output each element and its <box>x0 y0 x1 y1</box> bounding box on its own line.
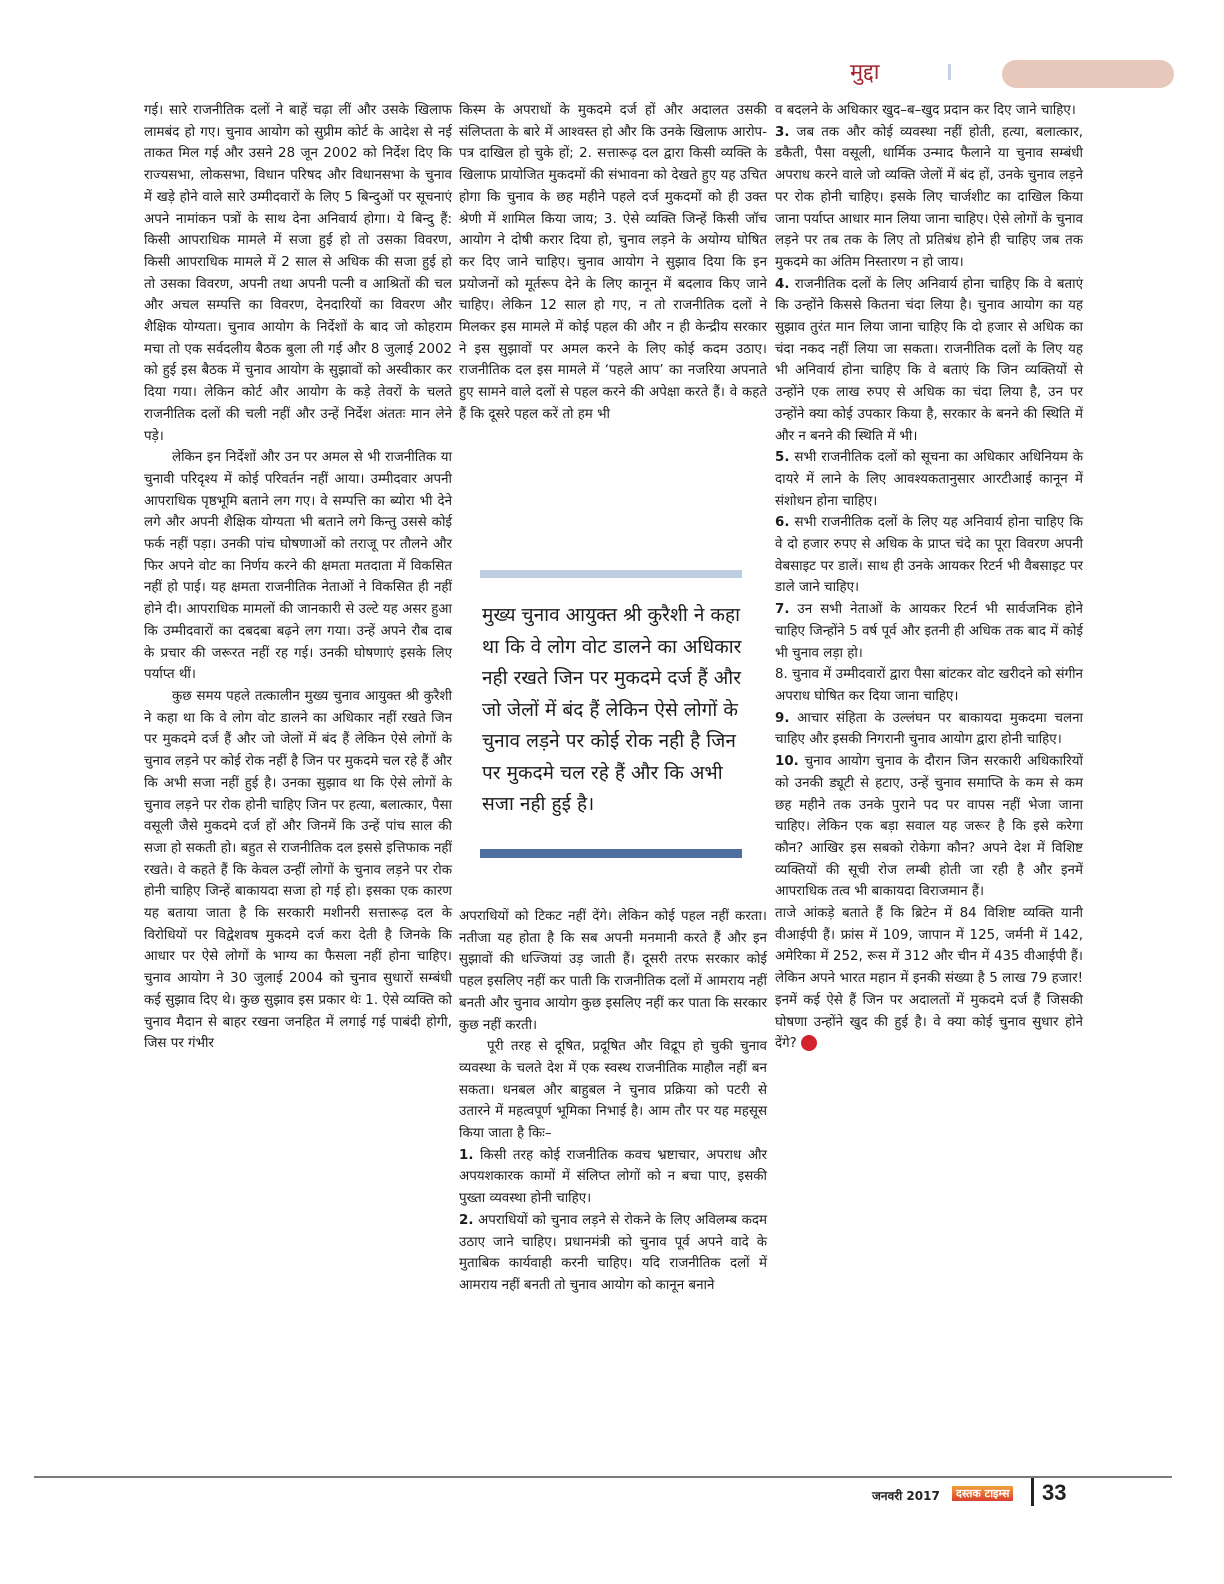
point-number: 9. <box>775 710 790 726</box>
header-decorative-pill <box>1002 60 1174 88</box>
point-text: राजनीतिक दलों के लिए अनिवार्य होना चाहिए कि वे बताएं कि उन्होंने किससे कितना चंदा लिया है। चुनाव आयोग का यह सुझाव तुरंत मान लिया जाना चाहिए कि दो हजार से अधिक का चंदा नकद नहीं लिया जा सकता। राजनीतिक दलों के लिए यह भी अनिवार्य होना चाहिए कि वे बताएं कि जिन व्यक्तियों से उन्होंने एक लाख रुपए से अधिक का चंदा लिया है, उन पर उन्होंने क्या कोई उपकार किया है, सरकार के बनने की स्थिति में और न बनने की स्थिति में भी। <box>775 276 1083 444</box>
point-text: अपराधियों को चुनाव लड़ने से रोकने के लिए अविलम्ब कदम उठाए जाने चाहिए। प्रधानमंत्री को चुनाव पूर्व अपने वादे के मुताबिक कार्यवाही करनी चाहिए। यदि राजनीतिक दलों में आमराय नहीं बनती तो चुनाव आयोग को कानून बनाने <box>459 1212 767 1293</box>
list-item <box>775 512 1083 599</box>
point-text: चुनाव में उम्मीदवारों द्वारा पैसा बांटकर वोट खरीदने को संगीन अपराध घोषित कर दिया जाना चाहिए। <box>775 667 1083 704</box>
point-number: 8. <box>775 667 788 683</box>
point-number: 4. <box>775 276 790 292</box>
paragraph: लेकिन इन निर्देशों और उन पर अमल से भी राजनीतिक या चुनावी परिदृश्य में कोई परिवर्तन नहीं आया। उम्मीदवार अपनी आपराधिक पृष्ठभूमि बताने लग गए। वे सम्पत्ति का ब्योरा भी देने लगे और अपनी शैक्षिक योग्यता भी बताने लगे किन्तु उससे कोई फर्क नहीं पड़ा। उनकी पांच घोषणाओं को तराजू पर तौलने और फिर अपने वोट का निर्णय करने की क्षमता मतदाता में विकसित नहीं हो पाई। यह क्षमता राजनीतिक नेताओं ने विकसित ही नहीं होने दी। आपराधिक मामलों की जानकारी से उल्टे यह असर हुआ कि उम्मीदवारों का दबदबा बढ़ने लग गया। उन्हें अपने रौब दाब के प्रचार की जरूरत नहीं रह गई। उनकी घोषणाएं इसके लिए पर्याप्त थीं। <box>144 450 452 683</box>
point-number: 10. <box>775 754 799 770</box>
point-number: 1. <box>459 1147 474 1163</box>
page-number: 33 <box>1042 1480 1067 1505</box>
point-number: 3. <box>775 124 790 140</box>
pull-quote <box>480 570 742 858</box>
point-text: किसी तरह कोई राजनीतिक कवच भ्रष्टाचार, अपराध और अपयशकारक कामों में संलिप्त लोगों को न बचा पाए, इसकी पुख्ता व्यवस्था होनी चाहिए। <box>459 1147 768 1207</box>
paragraph: पूरी तरह से दूषित, प्रदूषित और विद्रूप हो चुकी चुनाव व्यवस्था के चलते देश में एक स्वस्थ राजनीतिक माहौल नहीं बन सकता। धनबल और बाहुबल ने चुनाव प्रक्रिया को पटरी से उतारने में महत्वपूर्ण भूमिका निभाई है। आम तौर पर यह महसूस किया जाता है किः– <box>459 1039 767 1142</box>
paragraph: कुछ समय पहले तत्कालीन मुख्य चुनाव आयुक्त श्री कुरैशी ने कहा था कि वे लोग वोट डालने का अधिकार नहीं रखते जिन पर मुकदमे दर्ज हैं और जो जेलों में बंद हैं लेकिन ऐसे लोगों के चुनाव लड़ने पर कोई रोक नहीं है जिन पर मुकदमे चल रहे हैं और कि अभी सजा नहीं हुई है। उनका सुझाव था कि ऐसे लोगों के चुनाव लड़ने पर रोक होनी चाहिए जिन पर हत्या, बलात्कार, पैसा वसूली जैसे मुकदमे दर्ज हों और जिनमें कि उन्हें पांच साल की सजा हो सकती हो। बहुत से राजनीतिक दल इससे इत्तिफाक नहीं रखते। वे कहते हैं कि केवल उन्हीं लोगों के चुनाव लड़ने पर रोक होनी चाहिए जिन्हें बाकायदा सजा हो गई हो। इसका एक कारण यह बताया जाता है कि सरकारी मशीनरी सत्तारूढ़ दल के विरोधियों पर विद्वेशवष मुकदमे दर्ज करा देती है जिनके कि आधार पर ऐसे लोगों के भाग्य का फैसला नहीं होना चाहिए। चुनाव आयोग ने 30 जुलाई 2004 को चुनाव सुधारों सम्बंधी कई सुझाव दिए थे। कुछ सुझाव इस प्रकार थेः 1. ऐसे व्यक्ति को चुनाव मैदान से बाहर रखना जनहित में लगाई गई पाबंदी होगी, जिस पर गंभीर <box>144 688 452 1052</box>
pull-quote-top-bar <box>480 570 742 578</box>
point-text: सभी राजनीतिक दलों को सूचना का अधिकार अधिनियम के दायरे में लाने के लिए आवश्यकतानुसार आरटीआई कानून में संशोधन होना चाहिए। <box>775 450 1083 509</box>
point-text: चुनाव आयोग चुनाव के दौरान जिन सरकारी अधिकारियों को उनकी ड्यूटी से हटाए, उन्हें चुनाव समाप्ति के कम से कम छह महीने तक उनके पुराने पद पर वापस नहीं भेजा जाना चाहिए। लेकिन एक बड़ा सवाल यह जरूर है कि इसे करेगा कौन? आखिर इस सबको रोकेगा कौन? अपने देश में विशिष्ट व्यक्तियों की सूची रोज लम्बी होती जा रही है और इनमें आपराधिक तत्व भी बाकायदा विराजमान हैं। <box>775 754 1083 900</box>
list-item <box>775 708 1083 751</box>
article-column-2-bottom <box>459 906 767 1297</box>
list-item <box>775 599 1083 664</box>
footer-rule <box>34 1476 1172 1478</box>
header-divider <box>948 64 951 80</box>
article-column-1 <box>144 100 452 1055</box>
list-item <box>775 274 1083 448</box>
point-number: 6. <box>775 515 790 531</box>
point-number: 7. <box>775 602 790 618</box>
list-item <box>775 664 1083 707</box>
section-title: मुद्दा <box>850 60 880 85</box>
issue-date: जनवरी 2017 <box>872 1489 940 1503</box>
point-text: जब तक और कोई व्यवस्था नहीं होती, हत्या, बलात्कार, डकैती, पैसा वसूली, धार्मिक उन्माद फैलाने या चुनाव सम्बंधी अपराध करने वाले जो व्यक्ति जेलों में बंद हों, उनके चुनाव लड़ने पर रोक होनी चाहिए। इसके लिए चार्जशीट का दाखिल किया जाना पर्याप्त आधार मान लिया जाना चाहिए। ऐसे लोगों के चुनाव लड़ने पर तब तक के लिए तो प्रतिबंध होने ही चाहिए जब तक मुकदमे का अंतिम निस्तारण न हो जाय। <box>775 124 1083 270</box>
paragraph: व बदलने के अधिकार खुद–ब–खुद प्रदान कर दिए जाने चाहिए। <box>775 103 1076 118</box>
paragraph <box>775 903 1083 1055</box>
point-text: उन सभी नेताओं के आयकर रिटर्न भी सार्वजनिक होने चाहिए जिन्होंने 5 वर्ष पूर्व और इतनी ही अधिक तक बाद में कोई भी चुनाव लड़ा हो। <box>775 602 1083 661</box>
publication-logo: दस्तक टाइम्स <box>952 1486 1013 1501</box>
paragraph: किस्म के अपराधों के मुकदमे दर्ज हों और अदालत उसकी संलिप्तता के बारे में आश्वस्त हो और कि उनके खिलाफ आरोप-पत्र दाखिल हो चुके हों; 2. सत्तारूढ़ दल द्वारा किसी व्यक्ति के खिलाफ प्रायोजित मुकदमों की संभावना को देखते हुए यह उचित होगा कि चुनाव के छह महीने पहले दर्ज मुकदमों को ही उक्त श्रेणी में शामिल किया जाय; 3. ऐसे व्यक्ति जिन्हें किसी जॉच आयोग ने दोषी करार दिया हो, चुनाव लड़ने के अयोग्य घोषित कर दिए जाने चाहिए। चुनाव आयोग ने सुझाव दिया कि इन प्रयोजनों को मूर्तरूप देने के लिए कानून में बदलाव किए जाने चाहिए। लेकिन 12 साल हो गए, न तो राजनीतिक दलों ने मिलकर इस मामले में कोई पहल की और न ही केन्द्रीय सरकार ने इस सुझावों पर अमल करने के लिए कोई कदम उठाए। राजनीतिक दल इस मामले में ‘पहले आप’ का नजरिया अपनाते हुए सामने वाले दलों से पहल करने की अपेक्षा करते हैं। वे कहते हैं कि दूसरे पहल करें तो हम भी <box>459 103 767 422</box>
paragraph: गई। सारे राजनीतिक दलों ने बाहें चढ़ा लीं और उसके खिलाफ लामबंद हो गए। चुनाव आयोग को सुप्रीम कोर्ट के आदेश से नई ताकत मिल गई और उसने 28 जून 2002 को निर्देश दिए कि राज्यसभा, लोकसभा, विधान परिषद और विधानसभा के चुनाव में खड़े होने वाले सारे उम्मीदवारों के लिए 5 बिन्दुओं पर सूचनाएं अपने नामांकन पत्रों के साथ देना अनिवार्य होगा। ये बिन्दु हैं: किसी आपराधिक मामले में सजा हुई हो तो उसका विवरण, किसी आपराधिक मामले में 2 साल से अधिक की सजा हुई हो तो उसका विवरण, अपनी तथा अपनी पत्नी व आश्रितों की चल और अचल सम्पत्ति का विवरण, देनदारियों का विवरण और शैक्षिक योग्यता। चुनाव आयोग के निर्देशों के बाद जो कोहराम मचा तो एक सर्वदलीय बैठक बुला ली गई और 8 जुलाई 2002 को हुई इस बैठक में चुनाव आयोग के सुझावों को अस्वीकार कर दिया गया। लेकिन कोर्ट और आयोग के कड़े तेवरों के चलते राजनीतिक दलों की चली नहीं और उन्हें निर्देश अंततः मान लेने पड़े। <box>144 103 452 444</box>
article-column-2-top <box>459 100 767 426</box>
footer-divider <box>1031 1478 1034 1506</box>
pull-quote-text: मुख्य चुनाव आयुक्त श्री कुरैशी ने कहा था कि वे लोग वोट डालने का अधिकार नही रखते जिन पर मुकदमे दर्ज हैं और जो जेलों में बंद हैं लेकिन ऐसे लोगों के चुनाव लड़ने पर कोई रोक नही है जिन पर मुकदमे चल रहे हैं और कि अभी सजा नही हुई है। <box>482 604 742 815</box>
list-item <box>459 1145 767 1210</box>
article-column-3 <box>775 100 1083 1055</box>
list-item <box>775 447 1083 512</box>
point-number: 5. <box>775 450 790 466</box>
pull-quote-bottom-bar <box>480 849 742 858</box>
point-text: आचार संहिता के उल्लंघन पर बाकायदा मुकदमा चलना चाहिए और इसकी निगरानी चुनाव आयोग द्वारा होनी चाहिए। <box>775 710 1083 748</box>
end-mark-icon <box>801 1035 817 1051</box>
point-number: 2. <box>459 1212 474 1228</box>
paragraph: अपराधियों को टिकट नहीं देंगे। लेकिन कोई पहल नहीं करता। नतीजा यह होता है कि सब अपनी मनमानी करते हैं और इन सुझावों की धज्जियां उड़ जाती हैं। दूसरी तरफ सरकार कोई पहल इसलिए नहीं कर पाती कि राजनीतिक दलों में आमराय नहीं बनती और चुनाव आयोग कुछ इसलिए नहीं कर पाता कि सरकार कुछ नहीं करती। <box>459 909 767 1033</box>
closing-text: ताजे आंकड़े बताते हैं कि ब्रिटेन में 84 विशिष्ट व्यक्ति यानी वीआईपी हैं। फ्रांस में 109, जापान में 125, जर्मनी में 142, अमेरिका में 252, रूस में 312 और चीन में 435 वीआईपी हैं। लेकिन अपने भारत महान में इनकी संख्या है 5 लाख 79 हजार! इनमें कई ऐसे हैं जिन पर अदालतों में मुकदमे दर्ज हैं जिसकी घोषणा उन्होंने खुद की हुई है। वे क्या कोई चुनाव सुधार होने देंगे? <box>775 906 1083 1052</box>
point-text: सभी राजनीतिक दलों के लिए यह अनिवार्य होना चाहिए कि वे दो हजार रुपए से अधिक के प्राप्त चंदे का पूरा विवरण अपनी वेबसाइट पर डालें। साथ ही उनके आयकर रिटर्न भी वैबसाइट पर डाले जाने चाहिए। <box>775 515 1083 596</box>
list-item <box>775 122 1083 274</box>
list-item <box>459 1210 767 1297</box>
list-item <box>775 751 1083 903</box>
